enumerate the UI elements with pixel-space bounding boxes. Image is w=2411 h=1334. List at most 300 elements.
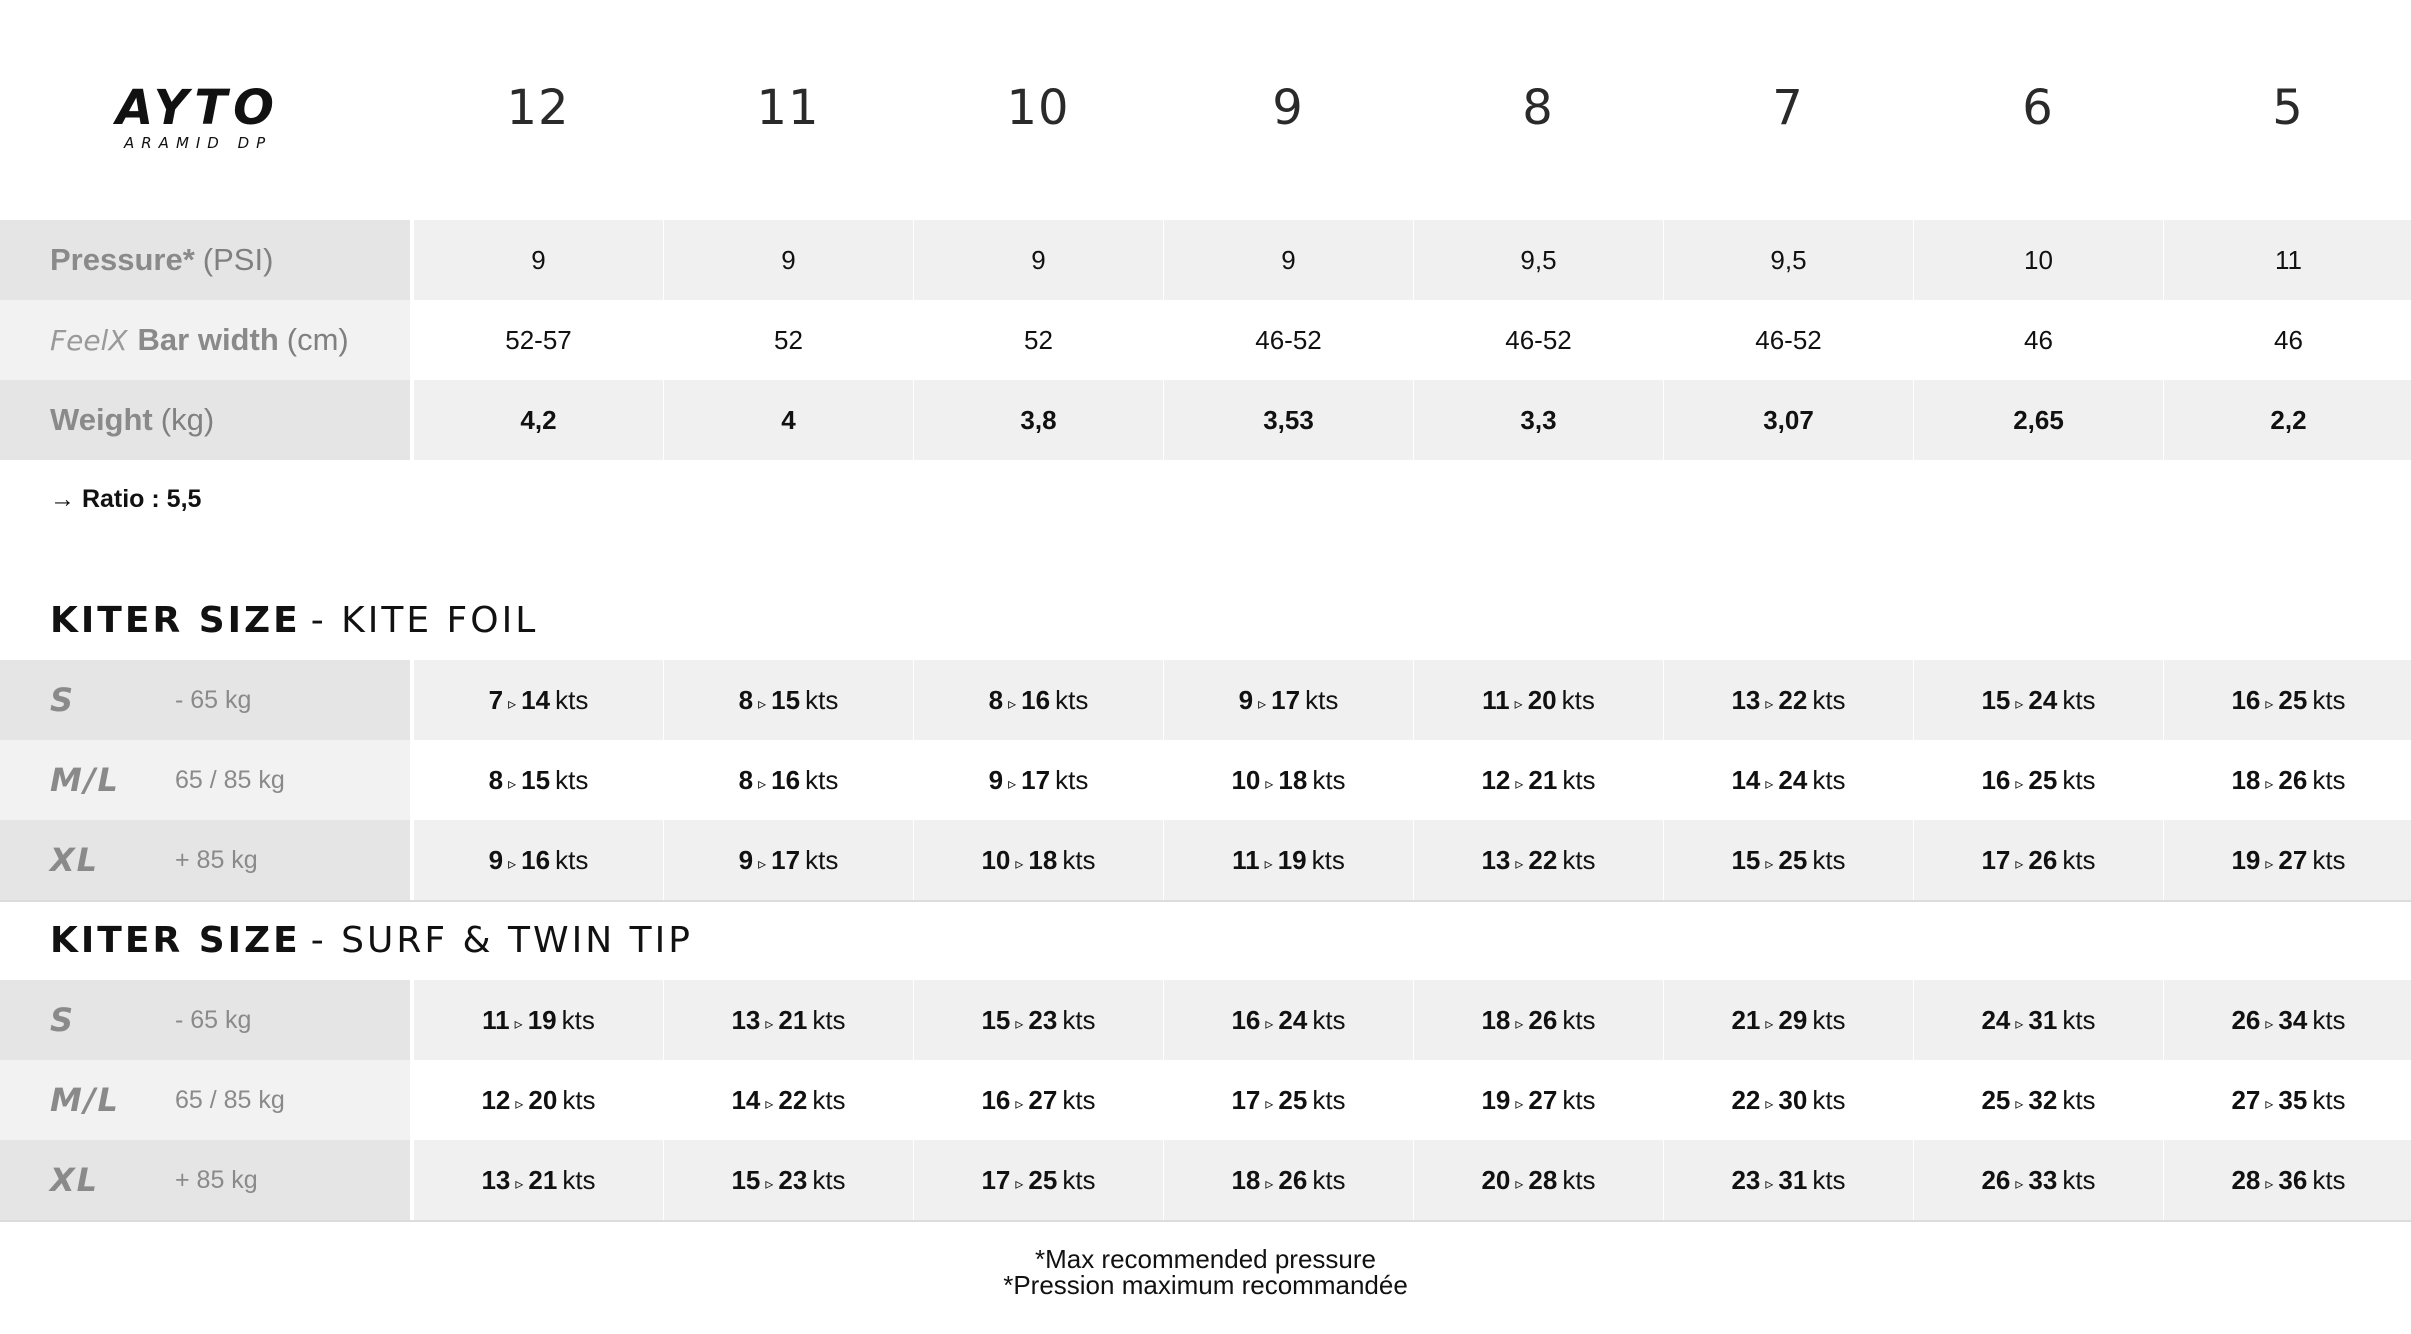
wind-min: 8 <box>738 684 754 715</box>
wind-max: 23 <box>778 1164 808 1195</box>
logo-subtitle: ARAMID DP <box>124 134 273 152</box>
wind-unit: kts <box>561 1004 595 1035</box>
wind-range <box>981 845 1095 876</box>
kiter-weight-range: 65 / 85 kg <box>175 1085 285 1114</box>
wind-range-cell <box>1414 660 1663 740</box>
arrow-right-icon: ▹ <box>514 1015 523 1033</box>
arrow-right-icon: ▹ <box>2265 775 2274 793</box>
arrow-right-icon: ▹ <box>2265 1095 2274 1113</box>
arrow-right-icon: ▹ <box>515 1175 524 1193</box>
wind-min: 24 <box>1981 1004 2011 1035</box>
wind-range <box>981 1005 1095 1036</box>
wind-range-cell <box>914 820 1163 900</box>
wind-min: 9 <box>738 844 754 875</box>
wind-min: 25 <box>1981 1084 2011 1115</box>
wind-unit: kts <box>2312 684 2346 715</box>
kiter-size-label <box>0 660 252 740</box>
wind-range-cell <box>1414 1140 1663 1220</box>
wind-range <box>2231 1085 2345 1116</box>
wind-range <box>1731 845 1845 876</box>
size-header-5: 5 <box>2272 80 2304 136</box>
wind-max: 20 <box>528 1084 558 1115</box>
wind-range <box>1731 685 1845 716</box>
spec-label-text: Pressure* <box>50 242 195 277</box>
wind-range-cell <box>914 1060 1163 1140</box>
arrow-right-icon: ▹ <box>2265 695 2274 713</box>
wind-min: 28 <box>2231 1164 2261 1195</box>
wind-unit: kts <box>1562 764 1596 795</box>
wind-range <box>2231 765 2345 796</box>
arrow-right-icon: ▹ <box>765 1095 774 1113</box>
wind-range <box>989 685 1089 716</box>
spec-label <box>50 300 349 380</box>
wind-max: 15 <box>771 684 801 715</box>
section-title-bold: KITER SIZE <box>50 600 301 641</box>
wind-range-cell <box>2164 820 2411 900</box>
wind-max: 14 <box>521 684 551 715</box>
wind-max: 25 <box>1278 1084 1308 1115</box>
wind-range-cell <box>414 1140 663 1220</box>
ratio-note: → Ratio : 5,5 <box>50 485 202 513</box>
spec-value: 9,5 <box>1664 220 1913 300</box>
wind-max: 26 <box>2278 764 2308 795</box>
arrow-right-icon: ▹ <box>1515 855 1524 873</box>
spec-value: 4,2 <box>414 380 663 460</box>
section-title <box>50 600 538 641</box>
spec-value: 9 <box>414 220 663 300</box>
wind-min: 9 <box>488 844 504 875</box>
wind-range <box>482 1005 595 1036</box>
spec-value: 11 <box>2164 220 2411 300</box>
wind-min: 13 <box>481 1164 511 1195</box>
wind-unit: kts <box>2312 1004 2346 1035</box>
wind-max: 23 <box>1028 1004 1058 1035</box>
wind-min: 21 <box>1731 1004 1761 1035</box>
wind-range <box>1481 765 1595 796</box>
arrow-right-icon: ▹ <box>1515 775 1524 793</box>
wind-range-cell <box>414 820 663 900</box>
kiter-size-row <box>0 660 2411 740</box>
wind-min: 16 <box>981 1084 1011 1115</box>
wind-max: 20 <box>1527 684 1557 715</box>
wind-min: 23 <box>1731 1164 1761 1195</box>
wind-range <box>1731 1005 1845 1036</box>
wind-max: 24 <box>1278 1004 1308 1035</box>
size-header-6: 6 <box>2022 80 2054 136</box>
wind-max: 32 <box>2028 1084 2058 1115</box>
wind-max: 17 <box>1021 764 1051 795</box>
spec-label <box>50 380 214 460</box>
wind-range-cell <box>1664 740 1913 820</box>
wind-range <box>2231 845 2345 876</box>
arrow-right-icon: ▹ <box>1765 1015 1774 1033</box>
arrow-right-icon: ▹ <box>1008 775 1017 793</box>
wind-range-cell <box>1414 1060 1663 1140</box>
kiter-size-code: S <box>50 681 76 719</box>
wind-unit: kts <box>1812 764 1846 795</box>
wind-range <box>739 845 839 876</box>
wind-max: 22 <box>1778 684 1808 715</box>
wind-unit: kts <box>1562 1084 1596 1115</box>
wind-range-cell <box>1914 1060 2163 1140</box>
wind-range-cell <box>1414 740 1663 820</box>
kiter-size-label <box>0 740 285 820</box>
kiter-weight-range: - 65 kg <box>175 685 252 714</box>
arrow-right-icon: ▹ <box>1765 1095 1774 1113</box>
wind-range <box>489 685 589 716</box>
arrow-right-icon: ▹ <box>2015 1095 2024 1113</box>
arrow-right-icon: ▹ <box>1264 855 1273 873</box>
kiter-size-label <box>0 980 252 1060</box>
spec-unit: (kg) <box>160 402 215 437</box>
wind-range <box>731 1085 845 1116</box>
wind-min: 15 <box>1981 684 2011 715</box>
wind-max: 34 <box>2278 1004 2308 1035</box>
arrow-right-icon: ▹ <box>2015 695 2024 713</box>
kiter-size-row <box>0 820 2411 900</box>
wind-max: 27 <box>1528 1084 1558 1115</box>
logo-brand: AYTO <box>116 80 280 136</box>
wind-unit: kts <box>1812 684 1846 715</box>
wind-max: 21 <box>528 1164 558 1195</box>
wind-min: 9 <box>988 764 1004 795</box>
spec-value: 3,8 <box>914 380 1163 460</box>
wind-unit: kts <box>2312 764 2346 795</box>
wind-range <box>1981 685 2095 716</box>
wind-unit: kts <box>2062 1084 2096 1115</box>
wind-max: 24 <box>2028 684 2058 715</box>
wind-range-cell <box>664 1060 913 1140</box>
wind-range-cell <box>1164 1060 1413 1140</box>
wind-unit: kts <box>562 1164 596 1195</box>
wind-max: 21 <box>778 1004 808 1035</box>
arrow-right-icon: ▹ <box>508 855 517 873</box>
wind-range-cell <box>664 740 913 820</box>
wind-unit: kts <box>1562 1004 1596 1035</box>
wind-min: 16 <box>2231 684 2261 715</box>
kiter-size-label <box>0 1060 285 1140</box>
wind-range <box>981 1165 1095 1196</box>
wind-range-cell <box>1164 660 1413 740</box>
wind-min: 26 <box>2231 1004 2261 1035</box>
wind-unit: kts <box>1055 684 1089 715</box>
wind-max: 17 <box>771 844 801 875</box>
wind-max: 25 <box>2028 764 2058 795</box>
wind-unit: kts <box>1562 1164 1596 1195</box>
wind-range-cell <box>1164 1140 1413 1220</box>
wind-range-cell <box>2164 980 2411 1060</box>
spec-value: 46-52 <box>1664 300 1913 380</box>
arrow-right-icon: ▹ <box>2015 775 2024 793</box>
wind-range-cell <box>1664 660 1913 740</box>
wind-range <box>1981 845 2095 876</box>
spec-label-text: Bar width <box>137 322 279 357</box>
arrow-right-icon: ▹ <box>1515 1015 1524 1033</box>
spec-value: 9 <box>914 220 1163 300</box>
wind-min: 19 <box>1481 1084 1511 1115</box>
arrow-right-icon: ▹ <box>765 1175 774 1193</box>
spec-label <box>50 220 273 300</box>
wind-unit: kts <box>812 1084 846 1115</box>
wind-min: 18 <box>1231 1164 1261 1195</box>
wind-range <box>1481 1165 1595 1196</box>
kiter-weight-range: 65 / 85 kg <box>175 765 285 794</box>
wind-unit: kts <box>1312 1164 1346 1195</box>
section-title-rest: - KITE FOIL <box>310 600 539 641</box>
arrow-right-icon: ▹ <box>758 855 767 873</box>
wind-range <box>1731 1165 1845 1196</box>
wind-unit: kts <box>1062 844 1096 875</box>
wind-range-cell <box>914 980 1163 1060</box>
wind-unit: kts <box>2062 1004 2096 1035</box>
kiter-weight-range: - 65 kg <box>175 1005 252 1034</box>
spec-value: 3,53 <box>1164 380 1413 460</box>
wind-unit: kts <box>805 684 839 715</box>
spec-value: 2,2 <box>2164 380 2411 460</box>
wind-unit: kts <box>1812 1084 1846 1115</box>
size-header-12: 12 <box>506 80 570 136</box>
spec-value: 3,07 <box>1664 380 1913 460</box>
wind-max: 26 <box>1278 1164 1308 1195</box>
wind-range-cell <box>414 1060 663 1140</box>
wind-range-cell <box>2164 740 2411 820</box>
kiter-size-code: M/L <box>50 1081 120 1119</box>
wind-range <box>1981 765 2095 796</box>
spec-unit: (cm) <box>286 322 349 357</box>
wind-max: 18 <box>1028 844 1058 875</box>
wind-range-cell <box>914 660 1163 740</box>
size-header-8: 8 <box>1522 80 1554 136</box>
wind-unit: kts <box>555 844 589 875</box>
wind-unit: kts <box>1562 844 1596 875</box>
wind-min: 12 <box>481 1084 511 1115</box>
kiter-size-code: M/L <box>50 761 120 799</box>
wind-min: 9 <box>1238 684 1254 715</box>
wind-unit: kts <box>1812 844 1846 875</box>
spec-value: 52 <box>914 300 1163 380</box>
wind-min: 7 <box>488 684 504 715</box>
arrow-right-icon: ▹ <box>1515 1095 1524 1113</box>
wind-min: 8 <box>488 764 504 795</box>
arrow-right-icon: ▹ <box>1015 855 1024 873</box>
kiter-size-code: XL <box>50 1161 100 1199</box>
wind-unit: kts <box>1812 1164 1846 1195</box>
arrow-right-icon: ▹ <box>2015 1015 2024 1033</box>
wind-min: 18 <box>1481 1004 1511 1035</box>
size-header-11: 11 <box>756 80 820 136</box>
wind-max: 16 <box>1021 684 1051 715</box>
wind-max: 27 <box>1028 1084 1058 1115</box>
wind-min: 11 <box>1482 684 1510 715</box>
spec-row <box>0 300 2411 380</box>
wind-range-cell <box>414 980 663 1060</box>
wind-max: 22 <box>1528 844 1558 875</box>
arrow-right-icon: ▹ <box>2265 1175 2274 1193</box>
wind-max: 35 <box>2278 1084 2308 1115</box>
arrow-right-icon: ▹ <box>1765 1175 1774 1193</box>
wind-range <box>1231 1085 1345 1116</box>
wind-range-cell <box>1414 820 1663 900</box>
brand-logo <box>116 80 296 152</box>
arrow-right-icon: ▹ <box>515 1095 524 1113</box>
arrow-right-icon: ▹ <box>2015 855 2024 873</box>
wind-range-cell <box>1914 980 2163 1060</box>
footnote-fr: *Pression maximum recommandée <box>1003 1270 1408 1300</box>
wind-unit: kts <box>1312 764 1346 795</box>
wind-range-cell <box>1664 1140 1913 1220</box>
spec-value: 52 <box>664 300 913 380</box>
wind-range <box>1482 685 1595 716</box>
wind-range <box>739 765 839 796</box>
wind-range <box>489 845 589 876</box>
wind-min: 17 <box>1981 844 2011 875</box>
arrow-right-icon: ▹ <box>758 695 767 713</box>
wind-range-cell <box>2164 1140 2411 1220</box>
wind-range-cell <box>1914 1140 2163 1220</box>
wind-max: 30 <box>1778 1084 1808 1115</box>
wind-range-cell <box>664 1140 913 1220</box>
wind-unit: kts <box>2062 684 2096 715</box>
wind-max: 16 <box>771 764 801 795</box>
wind-max: 28 <box>1528 1164 1558 1195</box>
arrow-right-icon: ▹ <box>1015 1015 1024 1033</box>
wind-min: 15 <box>731 1164 761 1195</box>
kiter-size-row <box>0 740 2411 820</box>
wind-unit: kts <box>805 844 839 875</box>
wind-unit: kts <box>1062 1164 1096 1195</box>
wind-range <box>1481 1005 1595 1036</box>
wind-range-cell <box>664 820 913 900</box>
wind-range-cell <box>2164 660 2411 740</box>
wind-min: 15 <box>1731 844 1761 875</box>
wind-max: 25 <box>1028 1164 1058 1195</box>
wind-range-cell <box>1664 1060 1913 1140</box>
spec-value: 46 <box>1914 300 2163 380</box>
wind-unit: kts <box>1311 844 1345 875</box>
wind-max: 17 <box>1271 684 1301 715</box>
wind-unit: kts <box>1305 684 1339 715</box>
wind-min: 12 <box>1481 764 1511 795</box>
wind-max: 18 <box>1278 764 1308 795</box>
wind-max: 27 <box>2278 844 2308 875</box>
wind-max: 36 <box>2278 1164 2308 1195</box>
arrow-right-icon: ▹ <box>2265 855 2274 873</box>
size-header-9: 9 <box>1272 80 1304 136</box>
wind-max: 26 <box>1528 1004 1558 1035</box>
table-divider <box>0 1220 2411 1222</box>
wind-range-cell <box>664 980 913 1060</box>
wind-range <box>481 1085 595 1116</box>
wind-min: 11 <box>1232 844 1260 875</box>
wind-range-cell <box>914 1140 1163 1220</box>
wind-min: 13 <box>1481 844 1511 875</box>
spec-value: 46-52 <box>1164 300 1413 380</box>
wind-min: 22 <box>1731 1084 1761 1115</box>
wind-min: 13 <box>1731 684 1761 715</box>
kiter-weight-range: + 85 kg <box>175 845 258 874</box>
wind-unit: kts <box>555 764 589 795</box>
wind-unit: kts <box>1312 1084 1346 1115</box>
arrow-right-icon: ▹ <box>765 1015 774 1033</box>
wind-min: 10 <box>981 844 1011 875</box>
spec-label-text: Weight <box>50 402 153 437</box>
wind-unit: kts <box>1062 1084 1096 1115</box>
wind-max: 15 <box>521 764 551 795</box>
arrow-right-icon: ▹ <box>508 775 517 793</box>
kiter-size-label <box>0 820 258 900</box>
wind-min: 16 <box>1231 1004 1261 1035</box>
wind-range <box>481 1165 595 1196</box>
wind-max: 21 <box>1528 764 1558 795</box>
wind-range-cell <box>914 740 1163 820</box>
wind-range-cell <box>1914 660 2163 740</box>
wind-range-cell <box>1164 980 1413 1060</box>
spec-value: 3,3 <box>1414 380 1663 460</box>
arrow-right-icon: ▹ <box>1015 1095 1024 1113</box>
spec-value: 9 <box>664 220 913 300</box>
wind-range-cell <box>664 660 913 740</box>
wind-range <box>981 1085 1095 1116</box>
wind-range <box>1232 845 1345 876</box>
wind-unit: kts <box>805 764 839 795</box>
wind-unit: kts <box>2312 1084 2346 1115</box>
wind-range <box>2231 1165 2345 1196</box>
wind-min: 10 <box>1231 764 1261 795</box>
wind-range-cell <box>414 740 663 820</box>
arrow-right-icon: ▹ <box>758 775 767 793</box>
arrow-right-icon: ▹ <box>1515 1175 1524 1193</box>
wind-range <box>2231 1005 2345 1036</box>
wind-range <box>1481 1085 1595 1116</box>
wind-range-cell <box>1164 820 1413 900</box>
arrow-right-icon: ▹ <box>1008 695 1017 713</box>
kiter-size-row <box>0 1060 2411 1140</box>
wind-range <box>739 685 839 716</box>
arrow-right-icon: ▹ <box>508 695 517 713</box>
wind-unit: kts <box>812 1164 846 1195</box>
wind-unit: kts <box>1561 684 1595 715</box>
wind-min: 27 <box>2231 1084 2261 1115</box>
wind-range-cell <box>1914 740 2163 820</box>
wind-min: 8 <box>988 684 1004 715</box>
spec-value: 9 <box>1164 220 1413 300</box>
wind-range-cell <box>2164 1060 2411 1140</box>
arrow-right-icon: ▹ <box>1265 1015 1274 1033</box>
arrow-right-icon: ▹ <box>1015 1175 1024 1193</box>
wind-unit: kts <box>1812 1004 1846 1035</box>
wind-max: 31 <box>1778 1164 1808 1195</box>
arrow-right-icon: ▹ <box>1765 775 1774 793</box>
wind-max: 33 <box>2028 1164 2058 1195</box>
wind-unit: kts <box>2062 764 2096 795</box>
wind-range-cell <box>1664 820 1913 900</box>
wind-min: 15 <box>981 1004 1011 1035</box>
wind-min: 14 <box>731 1084 761 1115</box>
spec-value: 52-57 <box>414 300 663 380</box>
wind-range <box>1731 765 1845 796</box>
kiter-size-code: S <box>50 1001 76 1039</box>
wind-range <box>1731 1085 1845 1116</box>
wind-range-cell <box>1664 980 1913 1060</box>
wind-range <box>1231 1165 1345 1196</box>
wind-min: 8 <box>738 764 754 795</box>
wind-min: 20 <box>1481 1164 1511 1195</box>
spec-row <box>0 220 2411 300</box>
kiter-size-code: XL <box>50 841 100 879</box>
wind-range <box>489 765 589 796</box>
spec-unit: (PSI) <box>202 242 274 277</box>
arrow-right-icon: ▹ <box>1258 695 1267 713</box>
